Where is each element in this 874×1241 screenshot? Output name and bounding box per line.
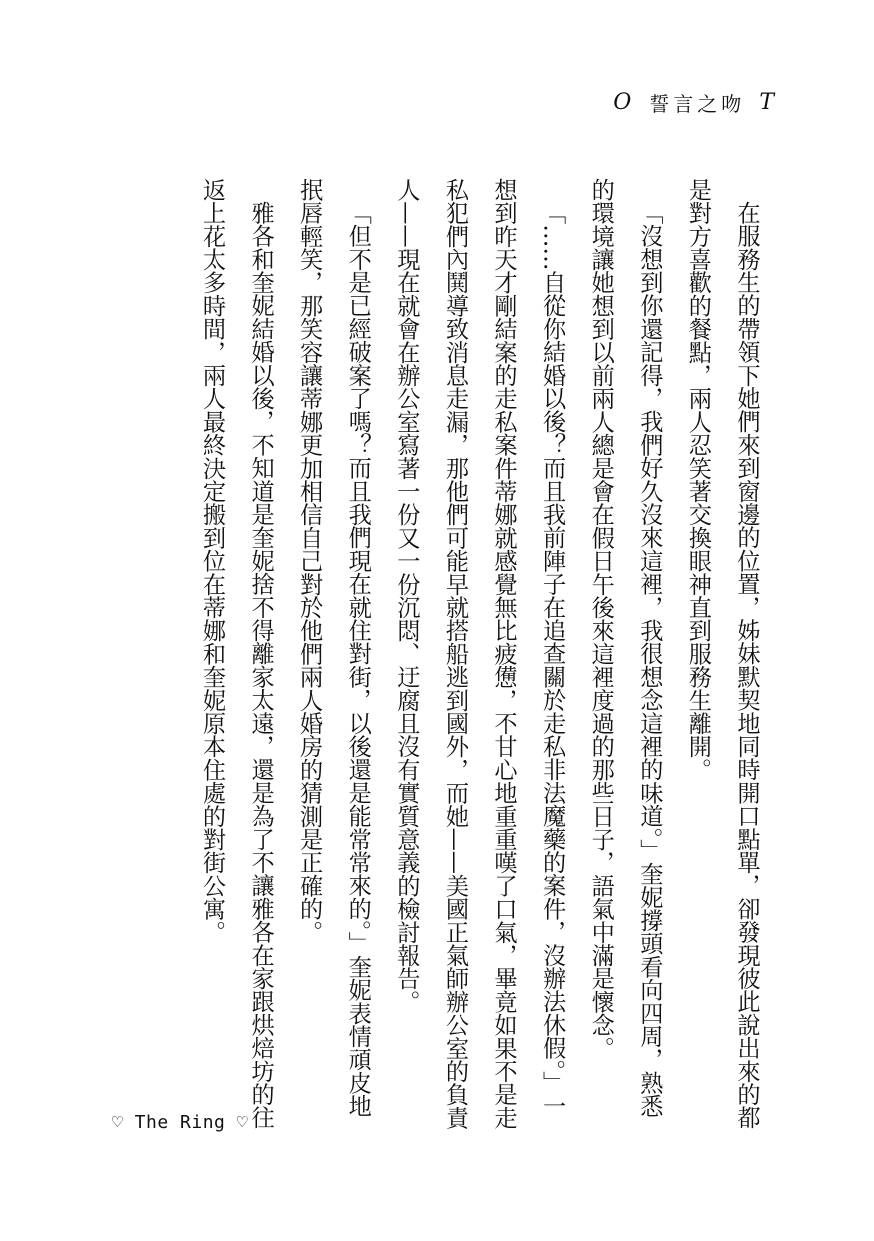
paragraph-1: 在服務生的帶領下她們來到窗邊的位置，姊妹默契地同時開口點單，卻發現彼此說出來的都是對方喜歡的餐點，兩人忍笑著交換眼神直到服務生離開。 — [684, 178, 760, 1130]
paragraph-5: 雅各和奎妮結婚以後，不知道是奎妮捨不得離家太遠，還是為了不讓雅各在家跟烘焙坊的往返上花太多時間，兩人最終決定搬到位在蒂娜和奎妮原本住處的對街公寓。 — [198, 178, 275, 1130]
header-left-glyph: O — [613, 90, 636, 115]
paragraph-2: 「沒想到你還記得，我們好久沒來這裡，我很想念這裡的味道。」奎妮撐頭看向四周，熟悉的環境讓她想到以前兩人總是會在假日午後來這裡度過的那些日子，語氣中滿是懷念。 — [587, 178, 663, 1118]
footer-book-title: ♡ The Ring ♡ — [112, 1112, 249, 1133]
chapter-title: 誓言之吻 — [649, 92, 746, 116]
paragraph-3: 「……自從你結婚以後？而且我前陣子在追查關於走私非法魔藥的案件，沒辦法休假。」一想到昨天才剛結案的走私案件蒂娜就感覺無比疲憊，不甘心地重重嘆了口氣，畢竟如果不是走私犯們內鬨導致消息走漏，那他們可能早就搭船逃到國外，而她——美國正氣師辦公室的負責人——現在就會在辦公室寫著一份又一份沉悶、迂腐且沒有實質意義的檢討報告。 — [392, 178, 566, 1130]
header-right-glyph: T — [759, 90, 778, 115]
running-head — [613, 88, 778, 117]
body-text — [50, 178, 770, 1138]
paragraph-4: 「但不是已經破案了嗎？而且我們現在就住對街，以後還是能常常來的。」奎妮表情頑皮地抿唇輕笑，那笑容讓蒂娜更加相信自己對於他們兩人婚房的猜測是正確的。 — [295, 178, 372, 1118]
